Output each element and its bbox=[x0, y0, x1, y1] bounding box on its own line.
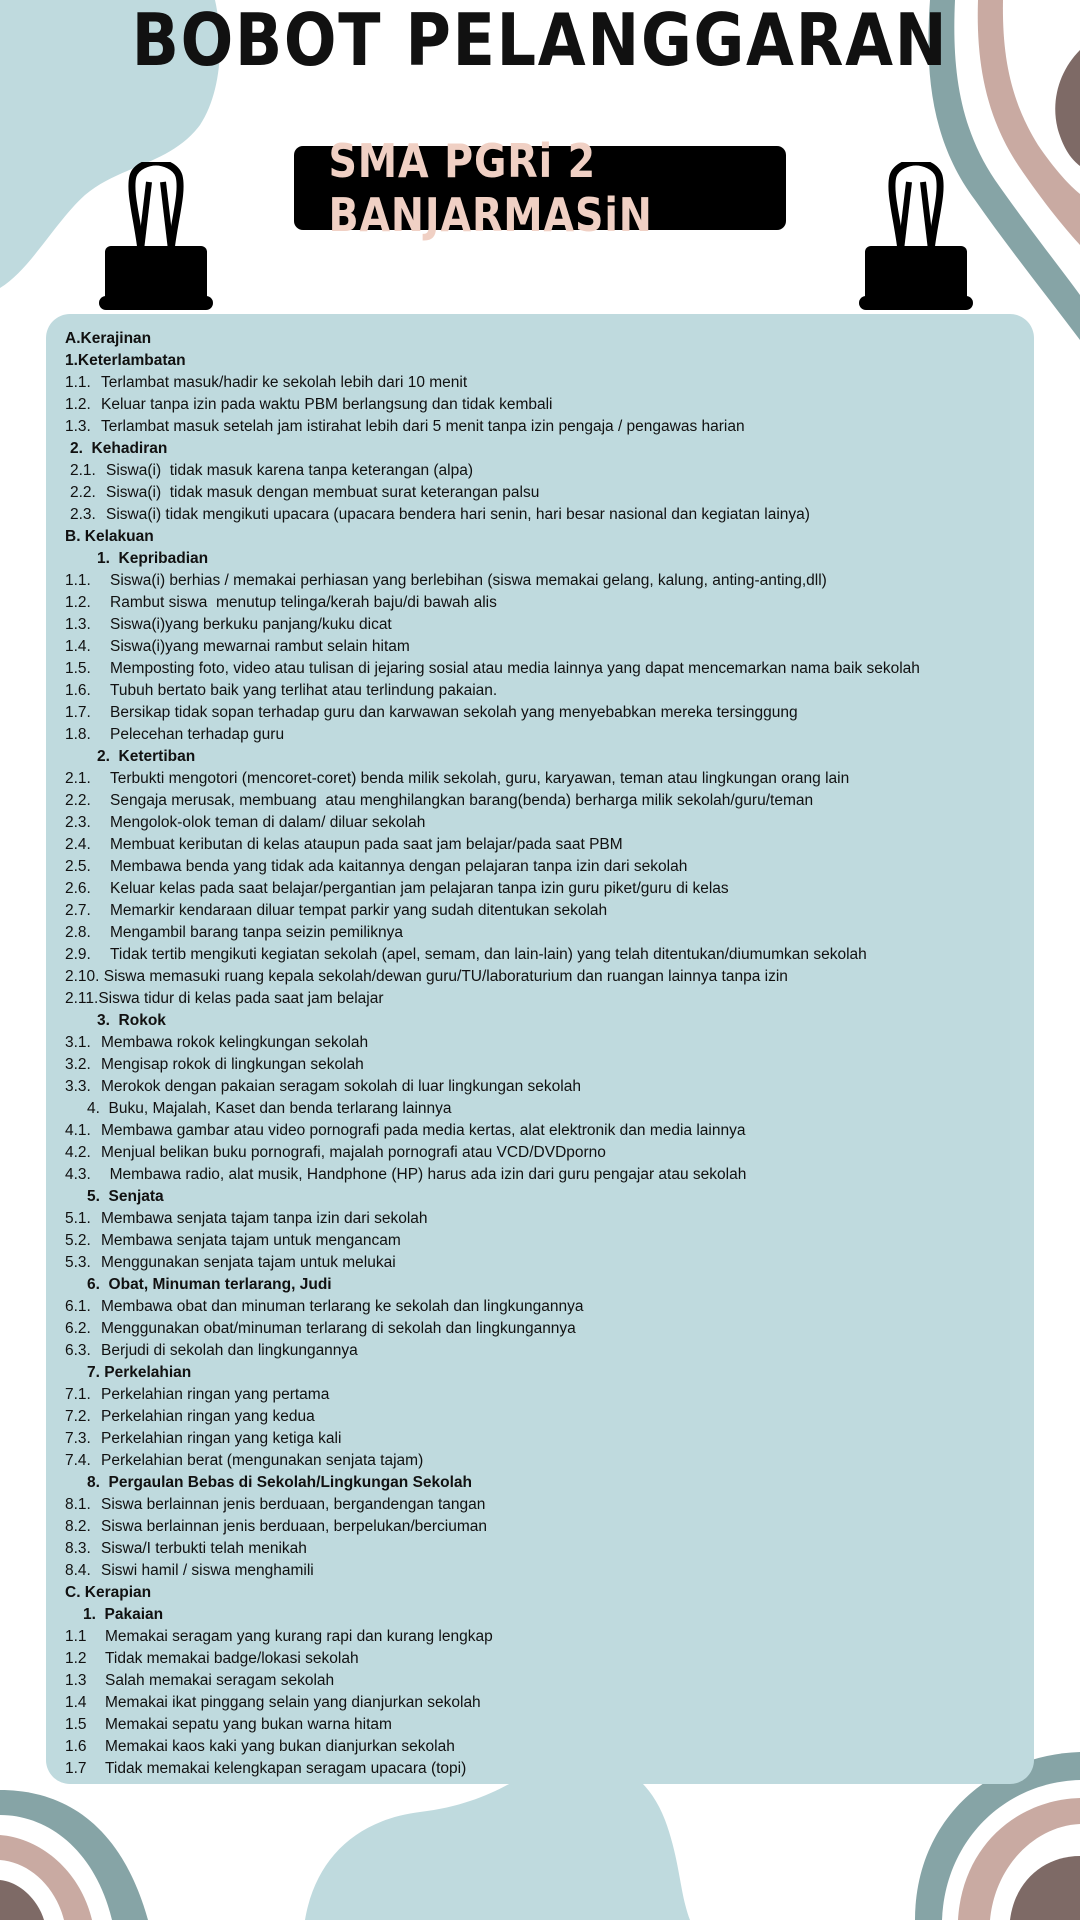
list-item bbox=[65, 1142, 1025, 1164]
section-heading: 7. Perkelahian bbox=[87, 1364, 192, 1381]
item-number: 1.7. bbox=[65, 704, 91, 721]
item-number: 7.3. bbox=[65, 1430, 91, 1447]
item-text: Membawa gambar atau video pornografi pada media kertas, alat elektronik dan media lainnya bbox=[101, 1122, 746, 1139]
list-item bbox=[65, 1120, 1025, 1142]
item-number: 3.3. bbox=[65, 1078, 91, 1095]
section-heading: 2. Kehadiran bbox=[70, 440, 168, 457]
item-text: Membawa senjata tajam tanpa izin dari sekolah bbox=[101, 1210, 428, 1227]
item-number: 1.8. bbox=[65, 726, 91, 743]
item-number: 2.8. bbox=[65, 924, 91, 941]
list-item bbox=[65, 1538, 1025, 1560]
item-number: 2.3. bbox=[65, 814, 91, 831]
list-item: 4. Buku, Majalah, Kaset dan benda terlarang lainnya bbox=[87, 1100, 452, 1117]
item-number: 1.4 bbox=[65, 1694, 87, 1711]
item-text: Siswa(i) tidak mengikuti upacara (upacara bendera hari senin, hari besar nasional dan kegiatan lainya) bbox=[106, 506, 810, 523]
item-text: Sengaja merusak, membuang atau menghilangkan barang(benda) berharga milik sekolah/guru/teman bbox=[110, 792, 814, 809]
item-number: 1.6 bbox=[65, 1738, 87, 1755]
item-text: Tidak memakai badge/lokasi sekolah bbox=[105, 1650, 359, 1667]
item-text: Mengisap rokok di lingkungan sekolah bbox=[101, 1056, 364, 1073]
list-item bbox=[65, 636, 1025, 658]
item-text: Tidak tertib mengikuti kegiatan sekolah (apel, semam, dan lain-lain) yang telah ditentukan/diumumkan sekolah bbox=[110, 946, 867, 963]
item-number: 2.4. bbox=[65, 836, 91, 853]
list-item bbox=[65, 460, 1025, 482]
item-text: Keluar tanpa izin pada waktu PBM berlangsung dan tidak kembali bbox=[101, 396, 553, 413]
list-item bbox=[65, 658, 1025, 680]
list-item bbox=[65, 1428, 1025, 1450]
item-text: Siswa berlainnan jenis berduaan, berpelukan/berciuman bbox=[101, 1518, 488, 1535]
item-text: Terlambat masuk/hadir ke sekolah lebih dari 10 menit bbox=[101, 374, 468, 391]
list-item bbox=[65, 504, 1025, 526]
section-heading: 6. Obat, Minuman terlarang, Judi bbox=[87, 1276, 332, 1293]
item-text: Siswa(i) tidak masuk karena tanpa keterangan (alpa) bbox=[106, 462, 474, 479]
school-badge bbox=[294, 134, 786, 242]
list-item bbox=[65, 1032, 1025, 1054]
list-item bbox=[65, 768, 1025, 790]
list-item bbox=[65, 1076, 1025, 1098]
list-item bbox=[65, 570, 1025, 592]
item-text: Perkelahian berat (mengunakan senjata tajam) bbox=[101, 1452, 424, 1469]
list-item bbox=[65, 592, 1025, 614]
item-number: 1.3. bbox=[65, 418, 91, 435]
item-number: 8.3. bbox=[65, 1540, 91, 1557]
item-text: Tidak memakai kelengkapan seragam upacara (topi) bbox=[105, 1760, 467, 1777]
section-heading: A.Kerajinan bbox=[65, 330, 152, 347]
item-number: 1.1. bbox=[65, 572, 91, 589]
item-number: 1.5 bbox=[65, 1716, 87, 1733]
list-item: 2.11.Siswa tidur di kelas pada saat jam belajar bbox=[65, 990, 384, 1007]
item-text: Mengambil barang tanpa seizin pemiliknya bbox=[110, 924, 403, 941]
item-text: Siswa/I terbukti telah menikah bbox=[101, 1540, 307, 1557]
list-item bbox=[65, 1758, 1025, 1780]
item-text: Membawa senjata tajam untuk mengancam bbox=[101, 1232, 401, 1249]
item-text: Siswa(i)yang mewarnai rambut selain hitam bbox=[110, 638, 410, 655]
item-number: 2.9. bbox=[65, 946, 91, 963]
list-item bbox=[65, 614, 1025, 636]
item-number: 8.1. bbox=[65, 1496, 91, 1513]
item-number: 5.2. bbox=[65, 1232, 91, 1249]
item-number: 2.1. bbox=[70, 462, 96, 479]
list-item bbox=[65, 1406, 1025, 1428]
item-text: Salah memakai seragam sekolah bbox=[105, 1672, 335, 1689]
list-item bbox=[65, 1208, 1025, 1230]
item-number: 1.3 bbox=[65, 1672, 87, 1689]
item-number: 6.1. bbox=[65, 1298, 91, 1315]
item-number: 2.5. bbox=[65, 858, 91, 875]
item-text: Terlambat masuk setelah jam istirahat lebih dari 5 menit tanpa izin pengaja / pengawas harian bbox=[101, 418, 745, 435]
item-number: 7.4. bbox=[65, 1452, 91, 1469]
binder-clip-icon bbox=[859, 162, 973, 314]
item-number: 1.1 bbox=[65, 1628, 87, 1645]
item-number: 7.1. bbox=[65, 1386, 91, 1403]
item-number: 1.7 bbox=[65, 1760, 87, 1777]
item-text: Membawa radio, alat musik, Handphone (HP) harus ada izin dari guru pengajar atau sekolah bbox=[101, 1166, 747, 1183]
binder-clip-icon bbox=[99, 162, 213, 314]
item-number: 1.6. bbox=[65, 682, 91, 699]
list-item bbox=[65, 1450, 1025, 1472]
item-text: Pelecehan terhadap guru bbox=[110, 726, 285, 743]
list-item bbox=[65, 856, 1025, 878]
item-number: 6.3. bbox=[65, 1342, 91, 1359]
item-text: Siswa berlainnan jenis berduaan, bergandengan tangan bbox=[101, 1496, 486, 1513]
list-item bbox=[65, 1340, 1025, 1362]
list-item bbox=[65, 812, 1025, 834]
list-item bbox=[65, 1252, 1025, 1274]
item-text: Berjudi di sekolah dan lingkungannya bbox=[101, 1342, 358, 1359]
list-item bbox=[65, 724, 1025, 746]
list-item bbox=[65, 1318, 1025, 1340]
item-text: Membawa obat dan minuman terlarang ke sekolah dan lingkungannya bbox=[101, 1298, 584, 1315]
item-number: 1.2 bbox=[65, 1650, 87, 1667]
list-item bbox=[65, 1626, 1025, 1648]
list-item bbox=[65, 1670, 1025, 1692]
item-text: Siswa(i)yang berkuku panjang/kuku dicat bbox=[110, 616, 392, 633]
violation-list bbox=[65, 328, 1025, 1780]
item-number: 5.3. bbox=[65, 1254, 91, 1271]
item-text: Siswa(i) tidak masuk dengan membuat surat keterangan palsu bbox=[106, 484, 540, 501]
item-number: 2.3. bbox=[70, 506, 96, 523]
list-item bbox=[65, 702, 1025, 724]
list-item bbox=[65, 1164, 1025, 1186]
item-text: Memakai seragam yang kurang rapi dan kurang lengkap bbox=[105, 1628, 493, 1645]
item-number: 1.3. bbox=[65, 616, 91, 633]
item-number: 1.4. bbox=[65, 638, 91, 655]
list-item bbox=[65, 1384, 1025, 1406]
item-text: Memakai sepatu yang bukan warna hitam bbox=[105, 1716, 392, 1733]
item-number: 6.2. bbox=[65, 1320, 91, 1337]
item-number: 2.2. bbox=[65, 792, 91, 809]
item-number: 2.6. bbox=[65, 880, 91, 897]
list-item bbox=[65, 482, 1025, 504]
item-text: Membawa benda yang tidak ada kaitannya dengan pelajaran tanpa izin dari sekolah bbox=[110, 858, 688, 875]
item-text: Tubuh bertato baik yang terlihat atau terlindung pakaian. bbox=[110, 682, 498, 699]
list-item bbox=[65, 1714, 1025, 1736]
item-text: Merokok dengan pakaian seragam sokolah di luar lingkungan sekolah bbox=[101, 1078, 581, 1095]
list-item: 2.10. Siswa memasuki ruang kepala sekolah/dewan guru/TU/laboraturium dan ruangan lainnya tanpa izin bbox=[65, 968, 788, 985]
list-item bbox=[65, 900, 1025, 922]
item-text: Rambut siswa menutup telinga/kerah baju/di bawah alis bbox=[110, 594, 497, 611]
list-item bbox=[65, 878, 1025, 900]
item-text: Memarkir kendaraan diluar tempat parkir yang sudah ditentukan sekolah bbox=[110, 902, 608, 919]
item-number: 5.1. bbox=[65, 1210, 91, 1227]
item-text: Memakai kaos kaki yang bukan dianjurkan sekolah bbox=[105, 1738, 455, 1755]
section-heading: C. Kerapian bbox=[65, 1584, 152, 1601]
section-heading: 3. Rokok bbox=[97, 1012, 166, 1029]
list-item bbox=[65, 1494, 1025, 1516]
list-item bbox=[65, 1054, 1025, 1076]
item-number: 1.5. bbox=[65, 660, 91, 677]
item-number: 8.4. bbox=[65, 1562, 91, 1579]
item-text: Bersikap tidak sopan terhadap guru dan karwawan sekolah yang menyebabkan mereka tersinggung bbox=[110, 704, 798, 721]
list-item bbox=[65, 1692, 1025, 1714]
item-text: Siswi hamil / siswa menghamili bbox=[101, 1562, 314, 1579]
item-text: Perkelahian ringan yang kedua bbox=[101, 1408, 315, 1425]
section-heading: 1. Pakaian bbox=[83, 1606, 164, 1623]
item-number: 1.2. bbox=[65, 594, 91, 611]
section-heading: B. Kelakuan bbox=[65, 528, 154, 545]
list-item bbox=[65, 1230, 1025, 1252]
item-number: 2.7. bbox=[65, 902, 91, 919]
item-number: 1.2. bbox=[65, 396, 91, 413]
item-text: Keluar kelas pada saat belajar/pergantian jam pelajaran tanpa izin guru piket/guru di kelas bbox=[110, 880, 729, 897]
item-text: Perkelahian ringan yang ketiga kali bbox=[101, 1430, 342, 1447]
item-text: Memakai ikat pinggang selain yang dianjurkan sekolah bbox=[105, 1694, 481, 1711]
item-text: Siswa(i) berhias / memakai perhiasan yang berlebihan (siswa memakai gelang, kalung, anting-anting,dll) bbox=[110, 572, 827, 589]
item-text: Memposting foto, video atau tulisan di jejaring sosial atau media lainnya yang dapat mencemarkan nama baik sekolah bbox=[110, 660, 920, 677]
item-text: Membawa rokok kelingkungan sekolah bbox=[101, 1034, 369, 1051]
item-number: 3.1. bbox=[65, 1034, 91, 1051]
list-item bbox=[65, 394, 1025, 416]
list-item bbox=[65, 680, 1025, 702]
item-number: 4.2. bbox=[65, 1144, 91, 1161]
list-item bbox=[65, 1296, 1025, 1318]
list-item bbox=[65, 922, 1025, 944]
list-item bbox=[65, 1736, 1025, 1758]
section-heading: 2. Ketertiban bbox=[97, 748, 196, 765]
item-text: Menggunakan senjata tajam untuk melukai bbox=[101, 1254, 396, 1271]
arcs-bottom-left bbox=[0, 1790, 148, 1920]
list-item bbox=[65, 372, 1025, 394]
item-number: 8.2. bbox=[65, 1518, 91, 1535]
item-text: Mengolok-olok teman di dalam/ diluar sekolah bbox=[110, 814, 426, 831]
school-name: SMA PGRi 2 BANJARMASiN bbox=[328, 134, 653, 242]
item-text: Menggunakan obat/minuman terlarang di sekolah dan lingkungannya bbox=[101, 1320, 576, 1337]
item-number: 4.1. bbox=[65, 1122, 91, 1139]
list-item bbox=[65, 944, 1025, 966]
item-text: Menjual belikan buku pornografi, majalah pornografi atau VCD/DVDporno bbox=[101, 1144, 606, 1161]
item-number: 3.2. bbox=[65, 1056, 91, 1073]
item-number: 7.2. bbox=[65, 1408, 91, 1425]
list-item bbox=[65, 1560, 1025, 1582]
list-item bbox=[65, 834, 1025, 856]
item-text: Perkelahian ringan yang pertama bbox=[101, 1386, 330, 1403]
section-heading: 1. Kepribadian bbox=[97, 550, 209, 567]
item-number: 2.2. bbox=[70, 484, 96, 501]
section-heading: 1.Keterlambatan bbox=[65, 352, 186, 369]
section-heading: 5. Senjata bbox=[87, 1188, 164, 1205]
section-heading: 8. Pergaulan Bebas di Sekolah/Lingkungan Sekolah bbox=[87, 1474, 473, 1491]
item-number: 1.1. bbox=[65, 374, 91, 391]
list-item bbox=[65, 416, 1025, 438]
item-number: 2.1. bbox=[65, 770, 91, 787]
list-item bbox=[65, 790, 1025, 812]
list-item bbox=[65, 1516, 1025, 1538]
item-text: Membuat keributan di kelas ataupun pada saat jam belajar/pada saat PBM bbox=[110, 836, 623, 853]
item-text: Terbukti mengotori (mencoret-coret) benda milik sekolah, guru, karyawan, teman atau lingkungan orang lain bbox=[110, 770, 850, 787]
page-title: BOBOT PELANGGARAN bbox=[131, 0, 949, 82]
list-item bbox=[65, 1648, 1025, 1670]
item-number: 4.3. bbox=[65, 1166, 91, 1183]
